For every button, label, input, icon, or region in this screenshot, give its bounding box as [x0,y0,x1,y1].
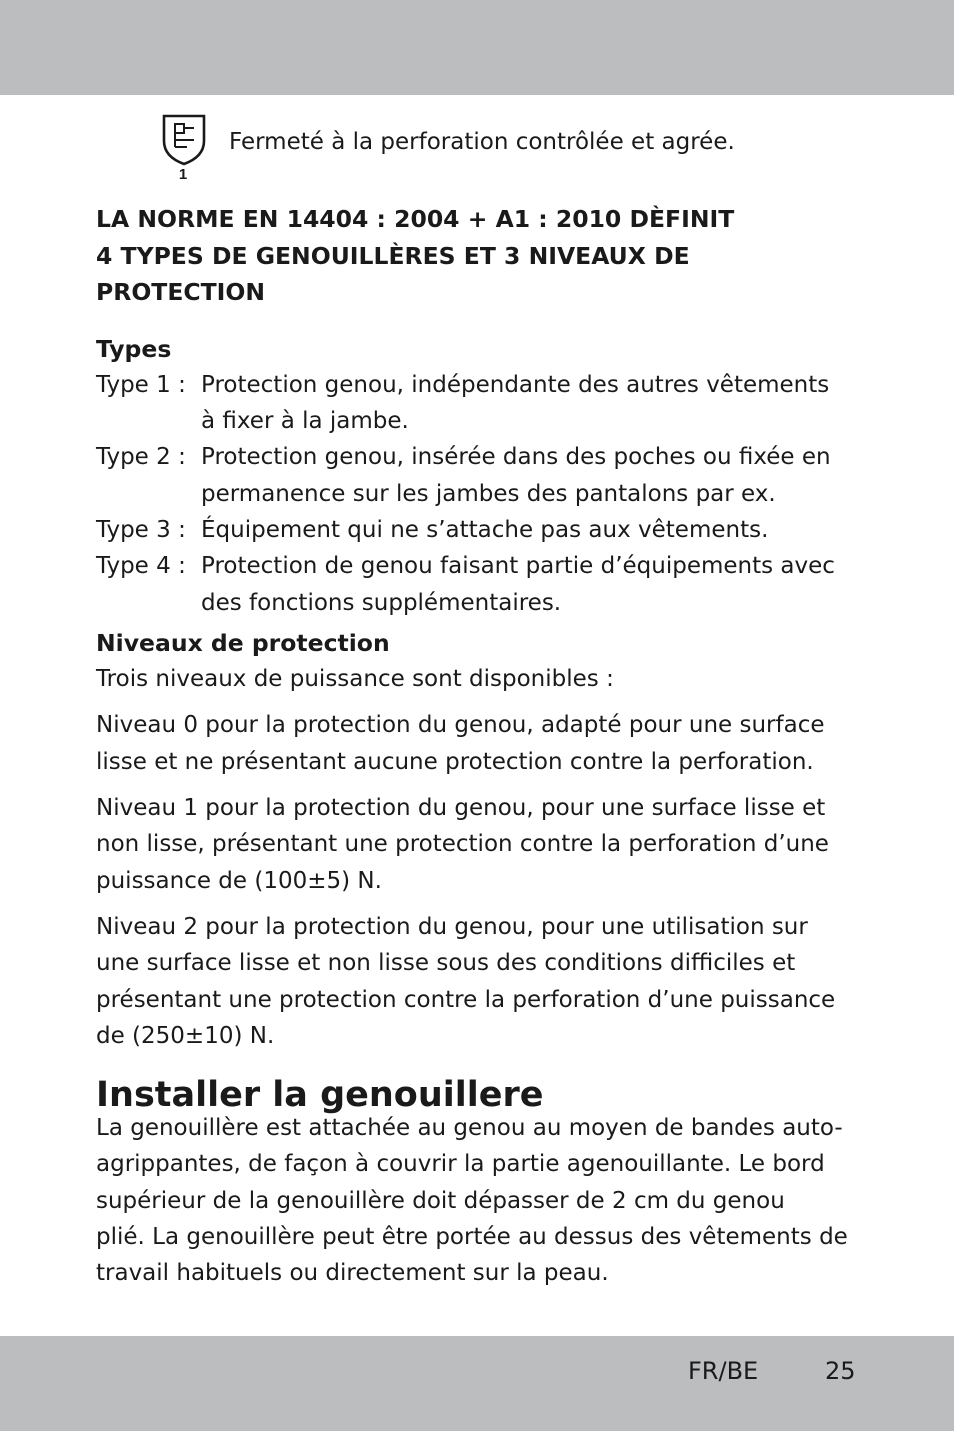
header-bar [0,0,954,95]
paragraph-line: lisse et ne présentant aucune protection contre la perforation. [96,748,814,775]
type-description-line: à fixer à la jambe. [201,408,409,435]
paragraph-line: de (250±10) N. [96,1022,275,1049]
paragraph-line: agrippantes, de façon à couvrir la partie agenouillante. Le bord [96,1151,825,1178]
main-content [96,201,886,1292]
certification-text: Fermeté à la perforation contrôlée et agrée. [229,129,735,155]
paragraph-line: non lisse, présentant une protection contre la perforation d’une [96,831,829,858]
type-description-line: Équipement qui ne s’attache pas aux vêtements. [201,516,769,543]
type-label: Type 2 : [96,444,186,471]
type-label: Type 4 : [96,553,186,580]
level-0-paragraph [96,707,886,780]
paragraph-line: travail habituels ou directement sur la peau. [96,1260,609,1287]
type-description-line: Protection genou, insérée dans des poches ou fixée en [201,444,831,471]
type-description [201,439,886,512]
type-description-line: des fonctions supplémentaires. [201,589,562,616]
norm-heading-line: PROTECTION [96,278,266,306]
paragraph-line: une surface lisse et non lisse sous des conditions difficiles et [96,950,796,977]
types-heading: Types [96,334,172,363]
levels-heading: Niveaux de protection [96,628,390,657]
type-item [96,548,886,621]
paragraph-line: puissance de (100±5) N. [96,867,382,894]
type-item [96,367,886,440]
paragraph-line: présentant une protection contre la perforation d’une puissance [96,986,836,1013]
footer-language: FR/BE [688,1357,759,1385]
paragraph-line: Niveau 0 pour la protection du genou, adapté pour une surface [96,712,825,739]
norm-heading-line: 4 TYPES DE GENOUILLÈRES ET 3 NIVEAUX DE [96,241,690,270]
type-item [96,439,886,512]
paragraph-line: supérieur de la genouillère doit dépasser de 2 cm du genou [96,1187,785,1214]
paragraph-line: La genouillère est attachée au genou au moyen de bandes auto- [96,1115,843,1142]
shield-knee-icon [161,113,207,181]
norm-heading [96,201,886,311]
paragraph-line: Niveau 2 pour la protection du genou, pour une utilisation sur [96,913,808,940]
type-item [96,512,886,548]
type-description-line: permanence sur les jambes des pantalons par ex. [201,480,776,507]
type-label: Type 1 : [96,371,186,398]
type-description-line: Protection de genou faisant partie d’équipements avec [201,553,835,580]
certification-level-number: 1 [178,166,188,181]
page-number: 25 [825,1357,856,1385]
footer-bar [0,1336,954,1431]
type-description-line: Protection genou, indépendante des autres vêtements [201,371,830,398]
levels-intro: Trois niveaux de puissance sont disponibles : [96,666,614,693]
type-label: Type 3 : [96,516,186,543]
type-description [201,367,886,440]
type-description [201,512,886,548]
norm-heading-line: LA NORME EN 14404 : 2004 + A1 : 2010 DÈFINIT [96,205,735,233]
paragraph-line: plié. La genouillère peut être portée au dessus des vêtements de [96,1224,848,1251]
level-2-paragraph [96,909,886,1054]
install-paragraph [96,1110,886,1291]
level-1-paragraph [96,790,886,899]
install-title: Installer la genouillere [96,1075,544,1116]
paragraph-line: Niveau 1 pour la protection du genou, pour une surface lisse et [96,795,826,822]
type-description [201,548,886,621]
